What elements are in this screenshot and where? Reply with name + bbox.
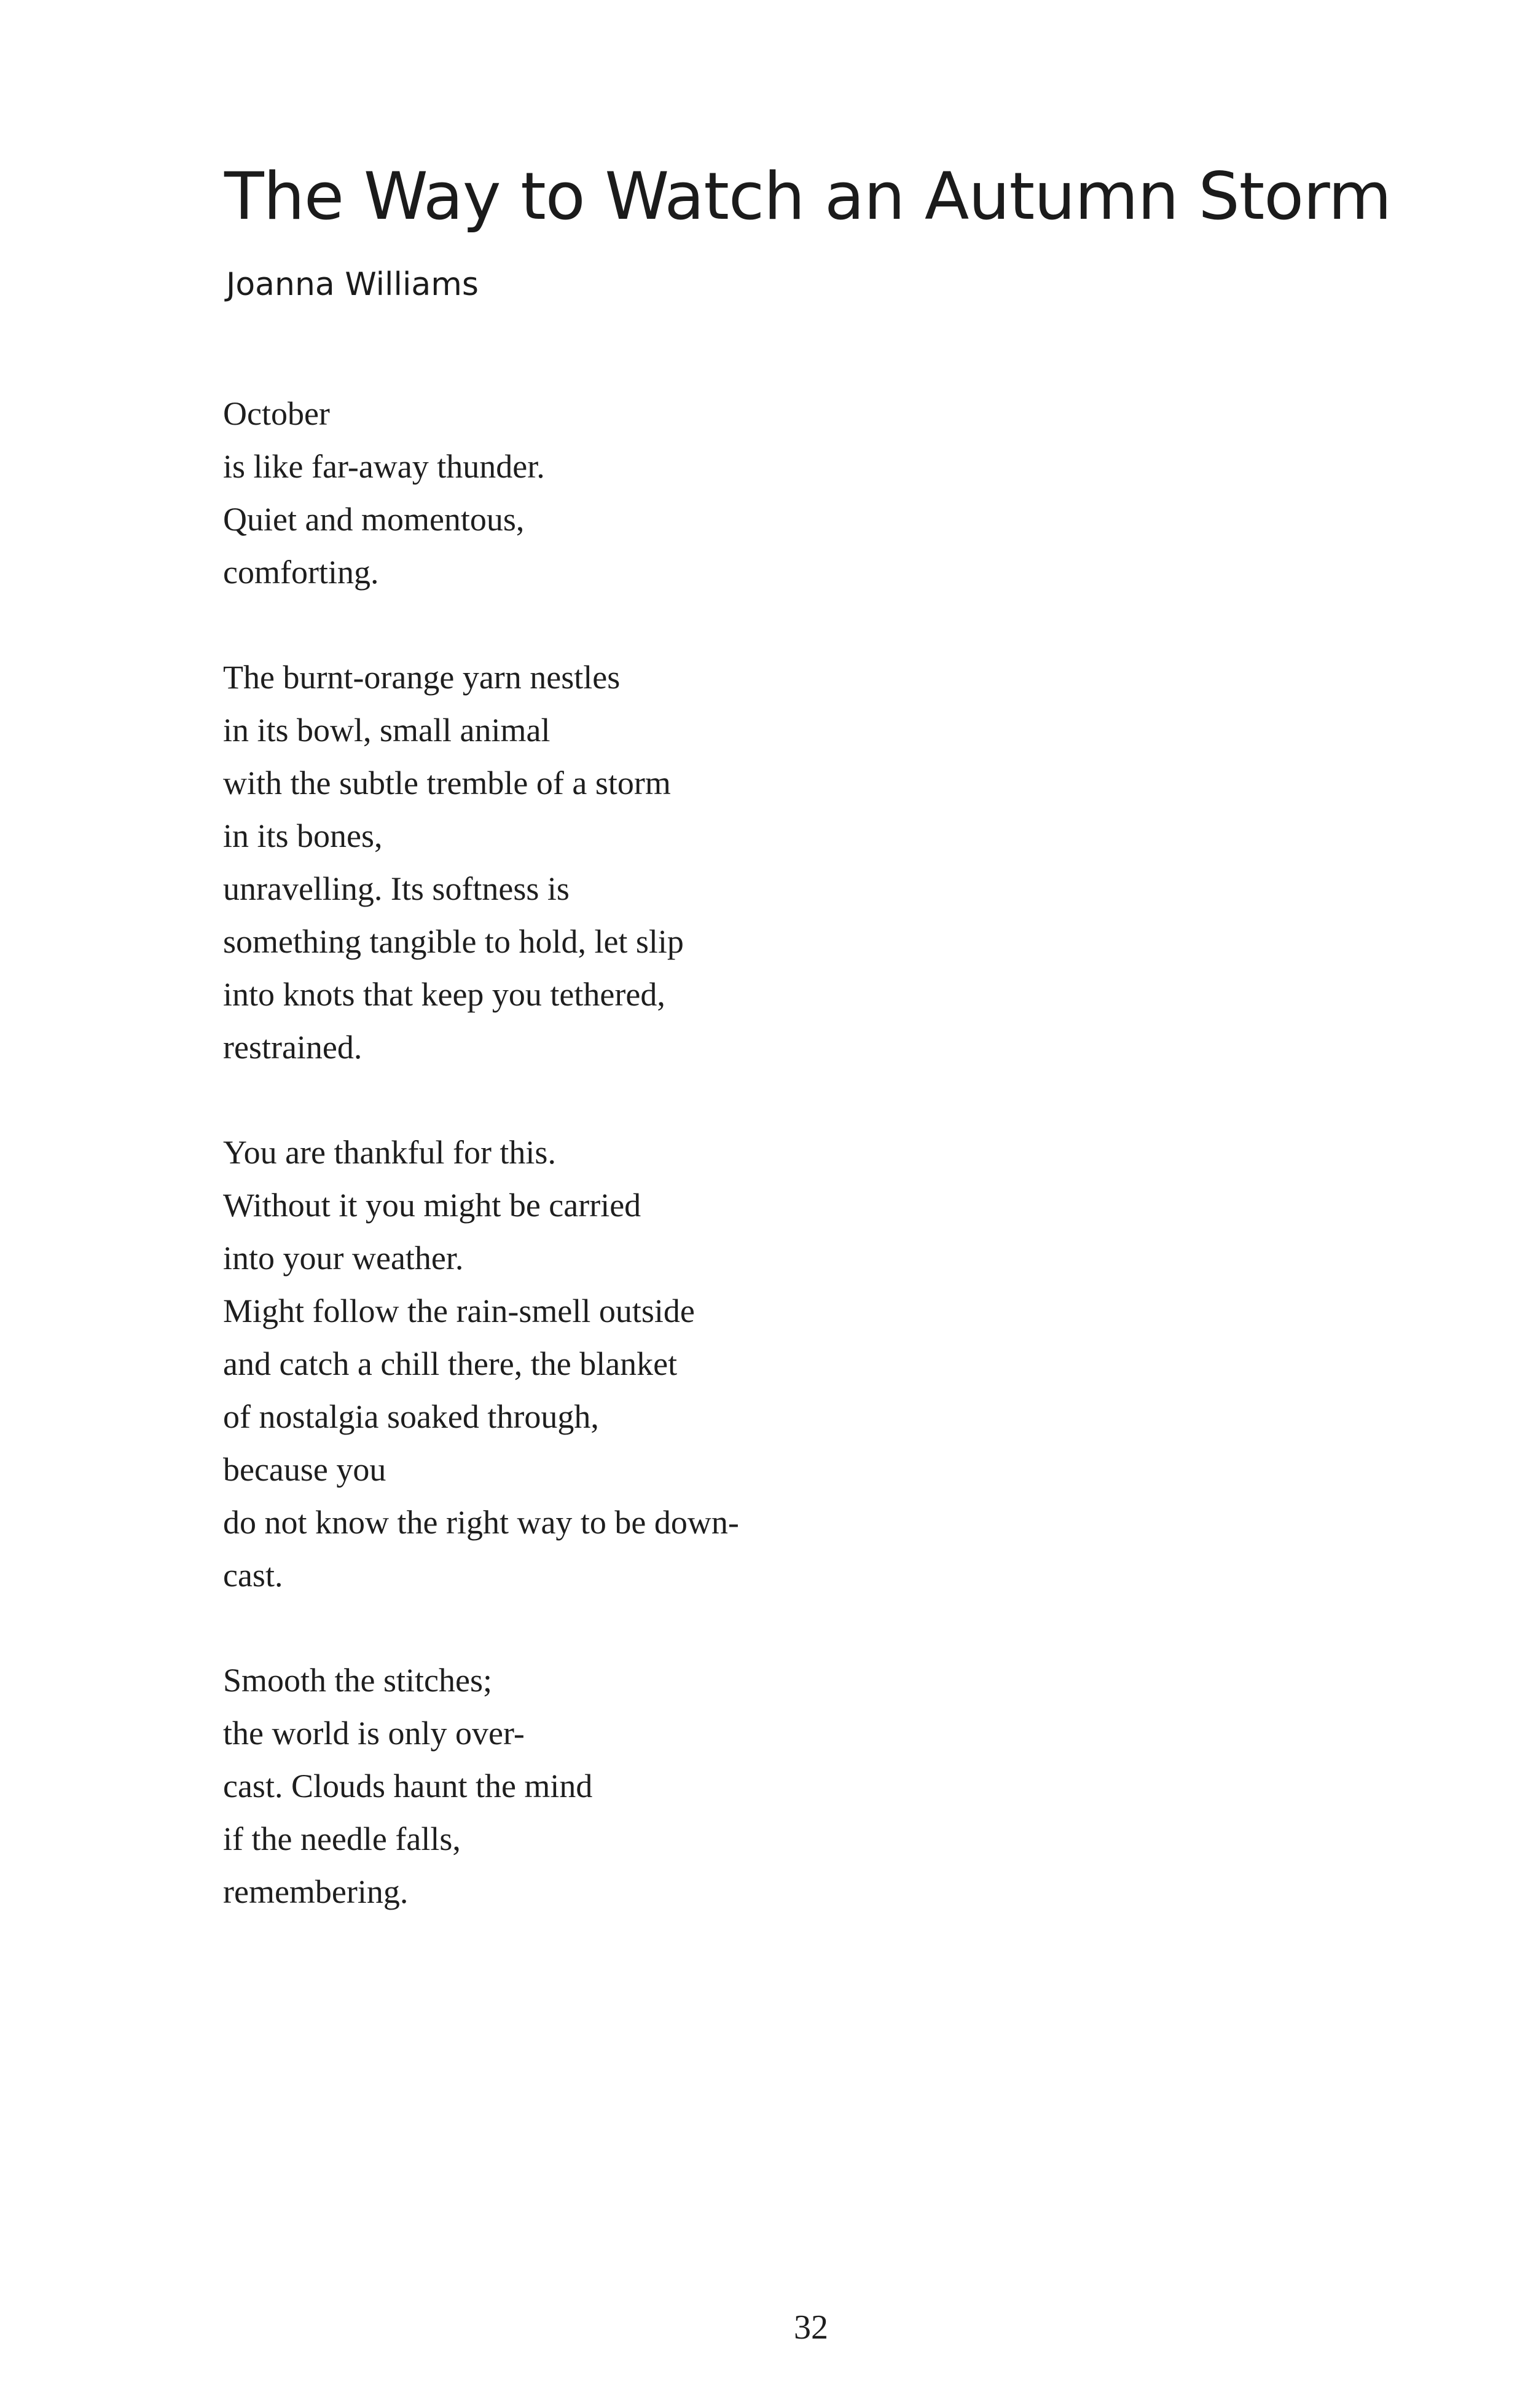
poem-line: into knots that keep you tethered, xyxy=(223,976,665,1013)
poem-author: Joanna Williams xyxy=(226,266,479,303)
poem-line: is like far-away thunder. xyxy=(223,448,545,485)
poem-line: because you xyxy=(223,1451,386,1488)
poem-line: The burnt-orange yarn nestles xyxy=(223,659,621,696)
poem-line: comforting. xyxy=(223,554,379,591)
poem-line: in its bones, xyxy=(223,817,383,854)
poem-line: October xyxy=(223,395,330,432)
poem-line: remembering. xyxy=(223,1873,409,1910)
poem-line: do not know the right way to be down- xyxy=(223,1504,739,1541)
stanza xyxy=(223,651,739,1074)
poem-line: Quiet and momentous, xyxy=(223,501,525,538)
poem-line: something tangible to hold, let slip xyxy=(223,923,684,960)
stanza xyxy=(223,1654,739,1918)
poem-line: cast. xyxy=(223,1557,283,1594)
poem-line: of nostalgia soaked through, xyxy=(223,1398,599,1435)
poem-line: in its bowl, small animal xyxy=(223,712,551,749)
stanza xyxy=(223,387,739,599)
poem-line: restrained. xyxy=(223,1029,362,1066)
poem-line: Without it you might be carried xyxy=(223,1187,641,1224)
poem-line: with the subtle tremble of a storm xyxy=(223,765,671,801)
poem-line: Might follow the rain-smell outside xyxy=(223,1293,695,1329)
page-number: 32 xyxy=(794,2308,828,2347)
stanza xyxy=(223,1126,739,1602)
poem-title: The Way to Watch an Autumn Storm xyxy=(224,159,1392,234)
poem-line: You are thankful for this. xyxy=(223,1134,556,1171)
poem-line: Smooth the stitches; xyxy=(223,1662,492,1699)
poem-body xyxy=(223,387,739,1970)
poem-line: cast. Clouds haunt the mind xyxy=(223,1768,593,1804)
poem-line: into your weather. xyxy=(223,1240,464,1277)
poem-line: unravelling. Its softness is xyxy=(223,870,570,907)
poem-line: and catch a chill there, the blanket xyxy=(223,1345,678,1382)
poem-line: if the needle falls, xyxy=(223,1820,461,1857)
poem-line: the world is only over- xyxy=(223,1715,525,1752)
